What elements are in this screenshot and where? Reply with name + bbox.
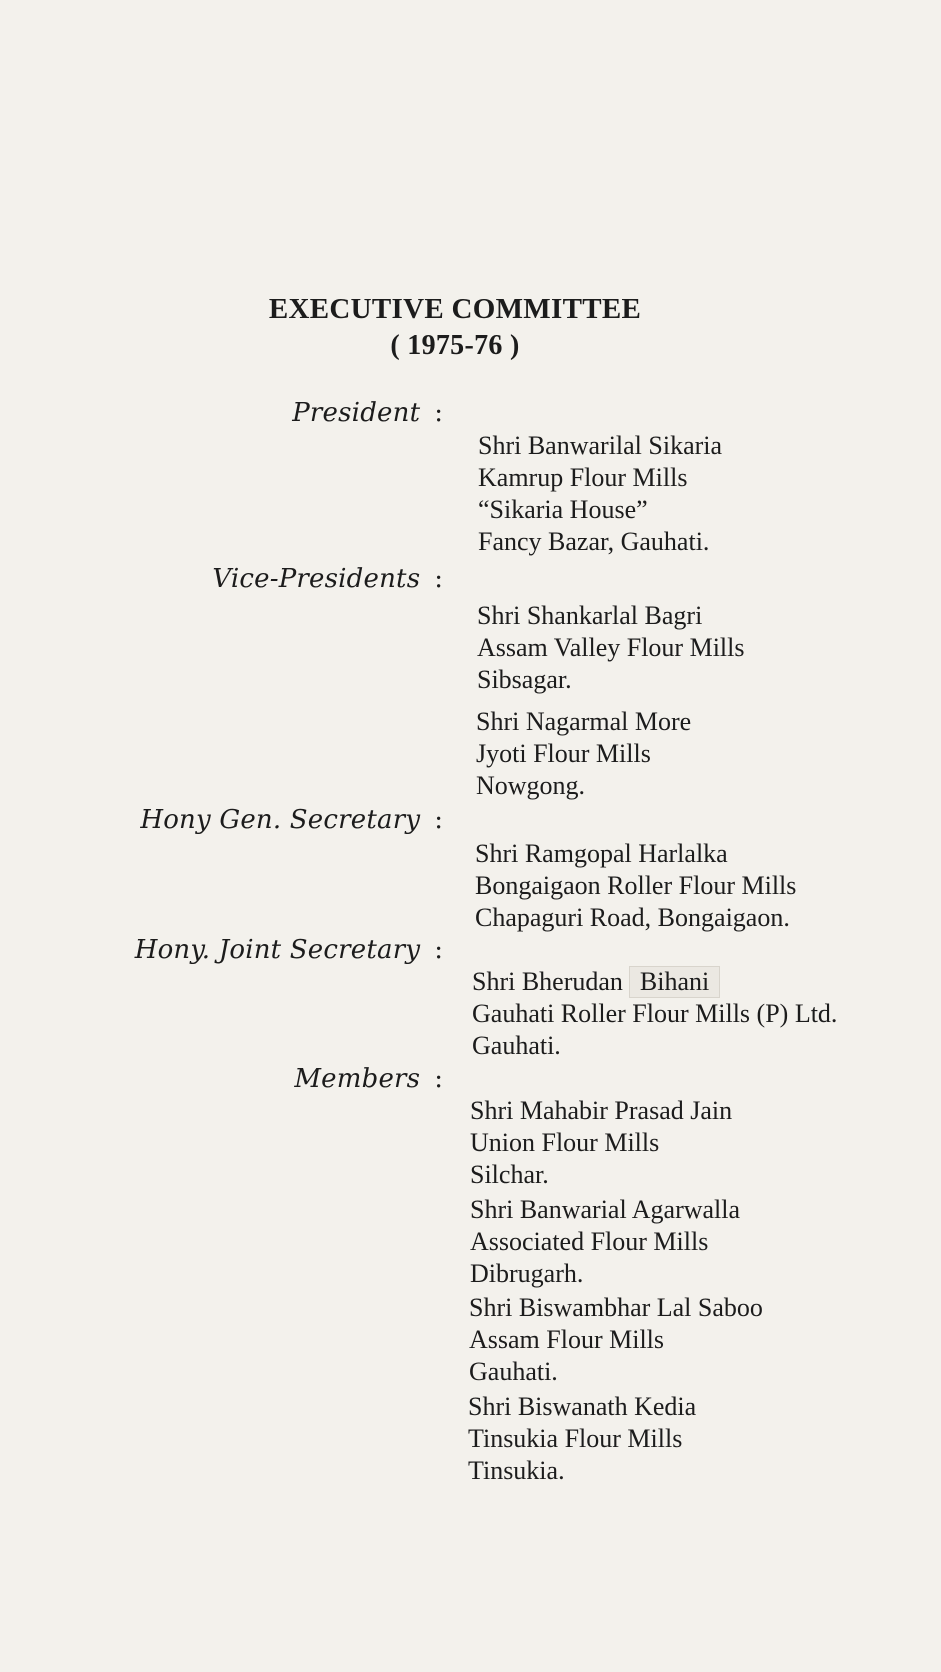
entry-line: Shri Biswambhar Lal Saboo [469, 1293, 763, 1322]
member-entry [468, 1391, 696, 1487]
entry-line: Dibrugarh. [470, 1259, 584, 1288]
role-label: Vice-Presidents [212, 564, 421, 594]
name-prefix: Shri Bherudan [472, 967, 623, 996]
entry-line: Nowgong. [476, 771, 586, 800]
role-label: Hony Gen. Secretary [140, 805, 421, 835]
president-entry [478, 430, 722, 558]
entry-line: Shri Ramgopal Harlalka [475, 839, 728, 868]
entry-line: Gauhati Roller Flour Mills (P) Ltd. [472, 999, 838, 1028]
role-colon: : [434, 564, 443, 594]
entry-line: “Sikaria House” [478, 495, 648, 524]
member-entry [469, 1292, 763, 1388]
role-label: President [292, 398, 421, 428]
role-hony-joint-secretary [135, 935, 443, 965]
entry-line: Assam Valley Flour Mills [477, 633, 745, 662]
entry-line: Sibsagar. [477, 665, 572, 694]
role-vice-presidents [212, 564, 443, 594]
member-entry [470, 1194, 740, 1290]
entry-line: Bongaigaon Roller Flour Mills [475, 871, 797, 900]
role-president [292, 398, 443, 428]
entry-line: Tinsukia Flour Mills [468, 1424, 683, 1453]
entry-line: Shri Shankarlal Bagri [477, 601, 703, 630]
entry-line: Union Flour Mills [470, 1128, 660, 1157]
role-colon: : [434, 398, 443, 428]
role-label: Members [294, 1064, 421, 1094]
entry-line: Associated Flour Mills [470, 1227, 709, 1256]
role-colon: : [434, 935, 443, 965]
entry-line: Kamrup Flour Mills [478, 463, 688, 492]
entry-line: Silchar. [470, 1160, 549, 1189]
entry-line: Shri Banwarilal Sikaria [478, 431, 723, 460]
hony-joint-secretary-entry [472, 966, 837, 1062]
hony-gen-secretary-entry [475, 838, 796, 934]
role-members [294, 1064, 443, 1094]
entry-line: Shri Mahabir Prasad Jain [470, 1096, 733, 1125]
entry-line: Shri Biswanath Kedia [468, 1392, 697, 1421]
role-label: Hony. Joint Secretary [134, 935, 421, 965]
entry-line: Tinsukia. [468, 1456, 565, 1485]
entry-line: Chapaguri Road, Bongaigaon. [475, 903, 790, 932]
entry-line: Shri Banwarial Agarwalla [470, 1195, 741, 1224]
entry-line: Fancy Bazar, Gauhati. [478, 527, 710, 556]
committee-period: ( 1975-76 ) [390, 330, 520, 361]
entry-line: Jyoti Flour Mills [476, 739, 651, 768]
pasted-name-correction: Bihani [629, 966, 720, 998]
member-entry [470, 1095, 732, 1191]
committee-title: EXECUTIVE COMMITTEE [268, 293, 642, 325]
role-colon: : [434, 805, 443, 835]
vice-president-entry [477, 600, 744, 696]
entry-line: Gauhati. [469, 1357, 558, 1386]
entry-line-name [472, 966, 837, 998]
entry-line: Assam Flour Mills [469, 1325, 665, 1354]
entry-line: Gauhati. [472, 1031, 561, 1060]
role-hony-gen-secretary [140, 805, 443, 835]
vice-president-entry [476, 706, 691, 802]
entry-line: Shri Nagarmal More [476, 707, 692, 736]
role-colon: : [434, 1064, 443, 1094]
